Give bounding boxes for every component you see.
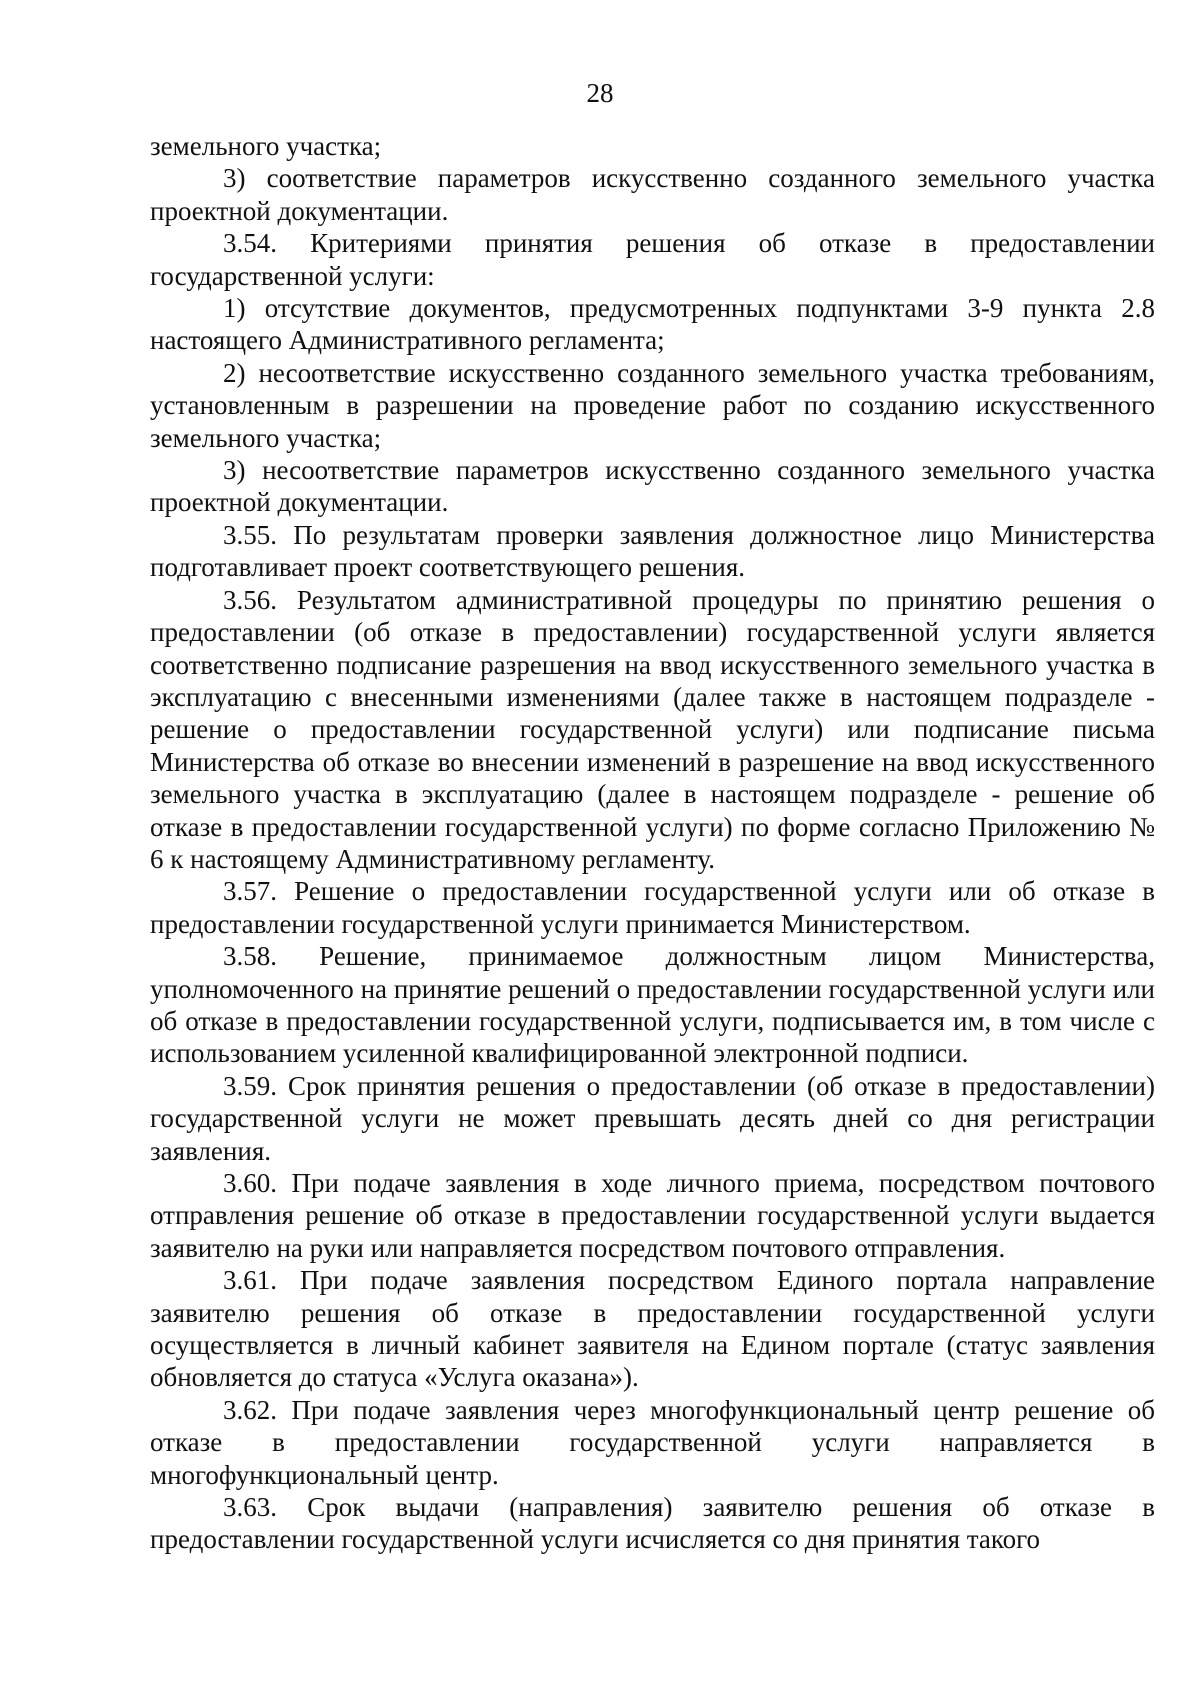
paragraph: 3.58. Решение, принимаемое должностным лицом Министерства, уполномоченного на принятие решений о предоставлении государственной услуги или об отказе в предоставлении государственной услуги, подписывается им, в том числе с использованием усиленной квалифицированной электронной подписи. [150, 941, 1155, 1069]
paragraph: земельного участка; [150, 131, 382, 161]
paragraph: 3.55. По результатам проверки заявления должностное лицо Министерства подготавливает проект соответствующего решения. [150, 519, 1155, 583]
paragraph: 3) соответствие параметров искусственно созданного земельного участка проектной документации. [150, 163, 1155, 226]
paragraph: 3.60. При подаче заявления в ходе личного приема, посредством почтового отправления решение об отказе в предоставлении государственной услуги выдается заявителю на руки или направляется посредством почтового отправления. [150, 1168, 1155, 1263]
document-body [150, 130, 1155, 1556]
paragraph: 3.62. При подаче заявления через многофункциональный центр решение об отказе в предоставлении государственной услуги направляется в многофункциональный центр. [150, 1394, 1155, 1490]
paragraph: 1) отсутствие документов, предусмотренных подпунктами 3-9 пункта 2.8 настоящего Административного регламента; [150, 293, 1155, 356]
paragraph: 3.59. Срок принятия решения о предоставлении (об отказе в предоставлении) государственной услуги не может превышать десять дней со дня регистрации заявления. [150, 1070, 1155, 1166]
paragraph: 3.61. При подаче заявления посредством Единого портала направление заявителю решения об отказе в предоставлении государственной услуги осуществляется в личный кабинет заявителя на Едином портале (статус заявления обновляется до статуса «Услуга оказана»). [150, 1265, 1155, 1393]
paragraph: 3.56. Результатом административной процедуры по принятию решения о предоставлении (об отказе в предоставлении) государственной услуги является соответственно подписание разрешения на ввод искусственного земельного участка в эксплуатацию с внесенными изменениями (далее также в настоящем подразделе - решение о предоставлении государственной услуги) или подписание письма Министерства об отказе во внесении изменений в разрешение на ввод искусственного земельного участка в эксплуатацию (далее в настоящем подразделе - решение об отказе в предоставлении государственной услуги) по форме согласно Приложению № 6 к настоящему Административному регламенту. [150, 584, 1155, 874]
paragraph: 3.54. Критериями принятия решения об отказе в предоставлении государственной услуги: [150, 228, 1155, 291]
paragraph: 3.57. Решение о предоставлении государственной услуги или об отказе в предоставлении государственной услуги принимается Министерством. [150, 876, 1155, 939]
paragraph: 3.63. Срок выдачи (направления) заявителю решения об отказе в предоставлении государственной услуги исчисляется со дня принятия такого [150, 1492, 1155, 1555]
page-number: 28 [586, 78, 614, 108]
paragraph: 3) несоответствие параметров искусственно созданного земельного участка проектной документации. [150, 455, 1155, 518]
paragraph: 2) несоответствие искусственно созданного земельного участка требованиям, установленным в разрешении на проведение работ по созданию искусственного земельного участка; [150, 357, 1155, 453]
